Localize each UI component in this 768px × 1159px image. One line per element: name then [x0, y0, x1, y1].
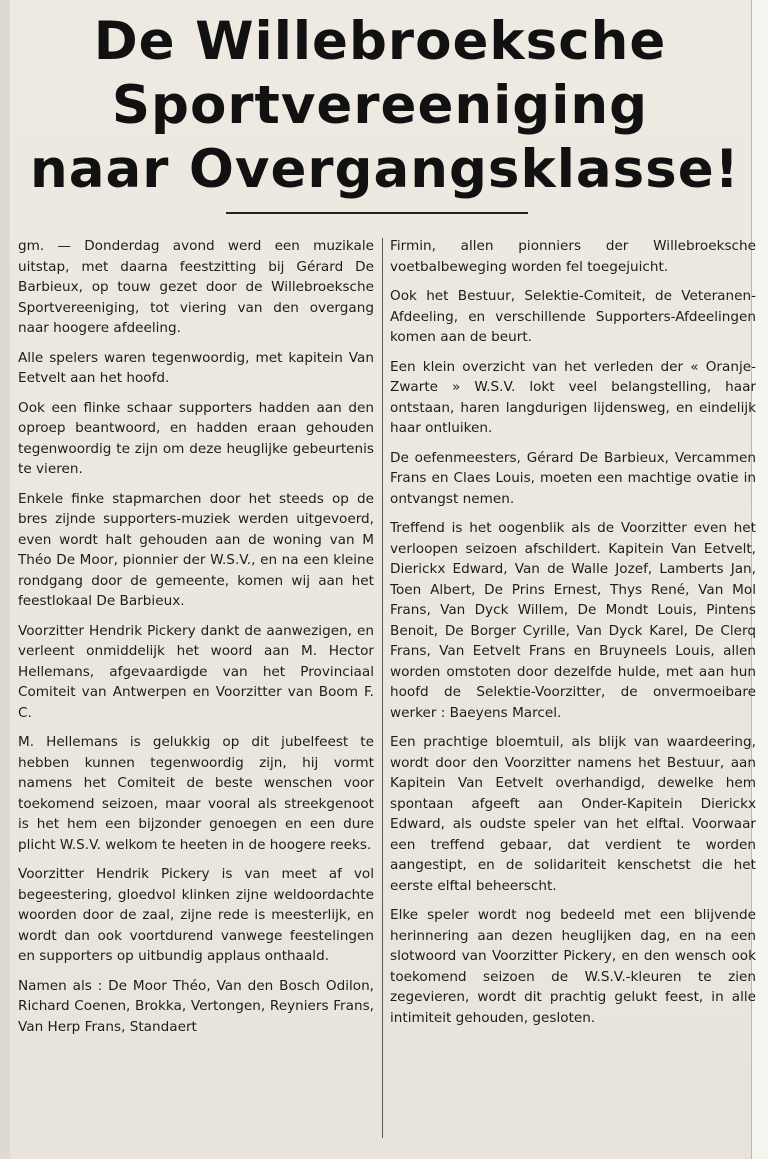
headline — [30, 10, 740, 202]
paragraph: De oefenmeesters, Gérard De Barbieux, Vercammen Frans en Claes Louis, moeten een machtige ovatie in ontvangst nemen. — [390, 449, 756, 507]
paragraph: Een klein overzicht van het verleden der « Oranje-Zwarte » W.S.V. lokt veel belangstelling, haar ontstaan, haren langdurigen lijdensweg, en eindelijk haar ontluiken. — [390, 358, 756, 436]
paragraph: Ook het Bestuur, Selektie-Comiteit, de Veteranen-Afdeeling, en verschillende Supporters-Afdeelingen komen aan de beurt. — [390, 288, 756, 345]
paragraph: Firmin, allen pionniers der Willebroeksche voetbalbeweging worden fel toegejuicht. — [390, 238, 756, 275]
page-edge-left — [0, 0, 10, 1159]
paragraph: Ook een flinke schaar supporters hadden aan den oproep beantwoord, en hadden eraan gehouden tegenwoordig te zijn om deze heuglijke gebeurtenis te vieren. — [18, 399, 374, 477]
paragraph: Elke speler wordt nog bedeeld met een blijvende herinnering aan dezen heuglijken dag, en na een slotwoord van Voorzitter Pickery, en den wensch ook toekomend seizoen de W.S.V.-kleuren te zien zegevieren, wordt dit prachtig gelukt feest, in alle intimiteit gehouden, gesloten. — [390, 907, 756, 1026]
headline-rule — [226, 212, 528, 214]
paragraph: Enkele finke stapmarchen door het steeds op de bres zijnde supporters-muziek werden uitgevoerd, even wordt halt gehouden aan de woning van M Théo De Moor, pionnier der W.S.V., en na een kleine rondgang door de gemeente, komen wij aan het feestlokaal De Barbieux. — [18, 490, 374, 609]
article-column-right — [390, 236, 756, 1037]
paragraph: Voorzitter Hendrik Pickery is van meet af vol begeestering, gloedvol klinken zijne weldoordachte woorden door de zaal, zijne rede is meesterlijk, en wordt dan ook voortdurend vanwege feestelingen en supporters op uitbundig applaus onthaald. — [18, 866, 374, 964]
paragraph: Alle spelers waren tegenwoordig, met kapitein Van Eetvelt aan het hoofd. — [18, 349, 374, 386]
paragraph: Voorzitter Hendrik Pickery dankt de aanwezigen, en verleent onmiddelijk het woord aan M. Hector Hellemans, afgevaardigde van het Provinciaal Comiteit van Antwerpen en Voorzitter van Boom F. C. — [18, 622, 374, 721]
paragraph: Namen als : De Moor Théo, Van den Bosch Odilon, Richard Coenen, Brokka, Vertongen, Reyniers Frans, Van Herp Frans, Standaert — [18, 977, 374, 1035]
column-divider — [382, 238, 383, 1138]
paragraph: Treffend is het oogenblik als de Voorzitter even het verloopen seizoen afschildert. Kapitein Van Eetvelt, Dierickx Edward, Van de Walle Jozef, Lamberts Jan, Toen Albert, De Prins Ernest, Thys René, Van Mol Frans, Van Dyck Willem, De Mondt Louis, Pintens Benoit, De Borger Cyrille, Van Dyck Karel, De Clerq Frans, Van Eetvelt Frans en Bruyneels Louis, allen worden omstoten door dezelfde hulde, met aan hun hoofd de Selektie-Voorzitter, de onvermoeibare werker : Baeyens Marcel. — [390, 520, 756, 721]
paragraph: gm. — Donderdag avond werd een muzikale uitstap, met daarna feestzitting bij Gérard De Barbieux, op touw gezet door de Willebroeksche Sportvereeniging, tot viering van den overgang naar hoogere afdeeling. — [18, 238, 374, 336]
headline-line-3: naar Overgangsklasse! — [30, 139, 740, 200]
headline-line-1: De Willebroeksche — [93, 11, 667, 72]
headline-line-2: Sportvereeniging — [111, 75, 649, 136]
article-column-left — [18, 236, 374, 1046]
paragraph: Een prachtige bloemtuil, als blijk van waardeering, wordt door den Voorzitter namens het Bestuur, aan Kapitein Van Eetvelt overhandigd, dewelke hem spontaan afgeeft aan Onder-Kapitein Dierickx Edward, als oudste speler van het elftal. Voorwaar een treffend gebaar, dat verdient te worden aangestipt, en de solidariteit kenschetst die het eerste elftal beheerscht. — [390, 734, 756, 894]
paragraph: M. Hellemans is gelukkig op dit jubelfeest te hebben kunnen tegenwoordig zijn, hij vormt namens het Comiteit de beste wenschen voor toekomend seizoen, maar vooral als streekgenoot is het hem een bijzonder genoegen en een dure plicht W.S.V. welkom te heeten in de hoogere reeks. — [18, 734, 374, 853]
